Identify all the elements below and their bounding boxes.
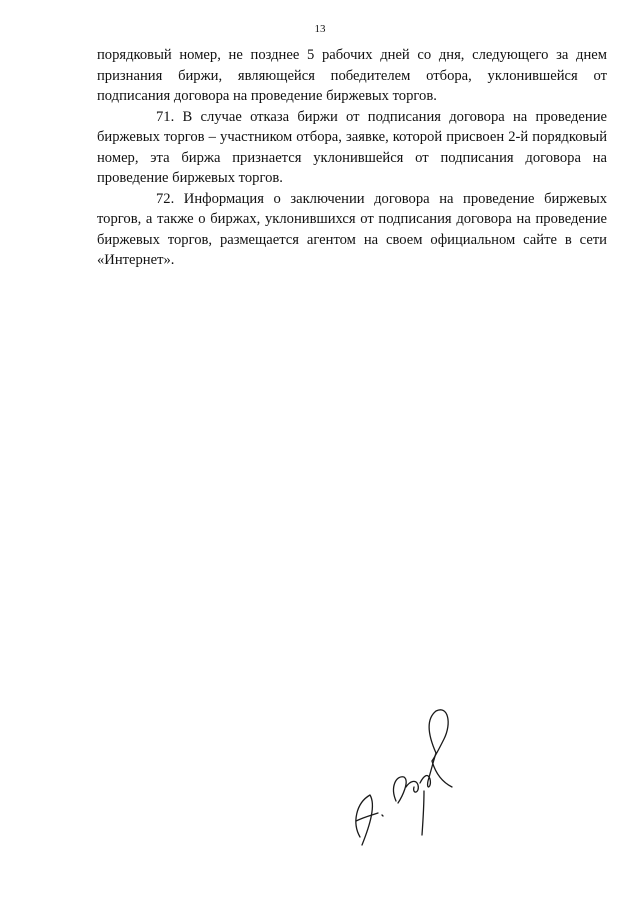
document-body — [97, 45, 607, 271]
paragraph-72: 72. Информация о заключении договора на проведение биржевых торгов, а также о биржах, уклонившихся от подписания договора на проведение биржевых торгов, размещается агентом на своем официальном сайте в сети «Интернет». — [97, 190, 607, 268]
paragraph-71: 71. В случае отказа биржи от подписания договора на проведение биржевых торгов – участником отбора, заявке, которой присвоен 2-й порядковый номер, эта биржа признается уклонившейся от подписания договора на проведение биржевых торгов. — [97, 108, 607, 186]
paragraph-continuation: порядковый номер, не позднее 5 рабочих дней со дня, следующего за днем признания биржи, являющейся победителем отбора, уклонившейся от подписания договора на проведение биржевых торгов. — [97, 47, 607, 104]
page-number: 13 — [314, 23, 326, 35]
handwritten-signature — [340, 695, 460, 855]
